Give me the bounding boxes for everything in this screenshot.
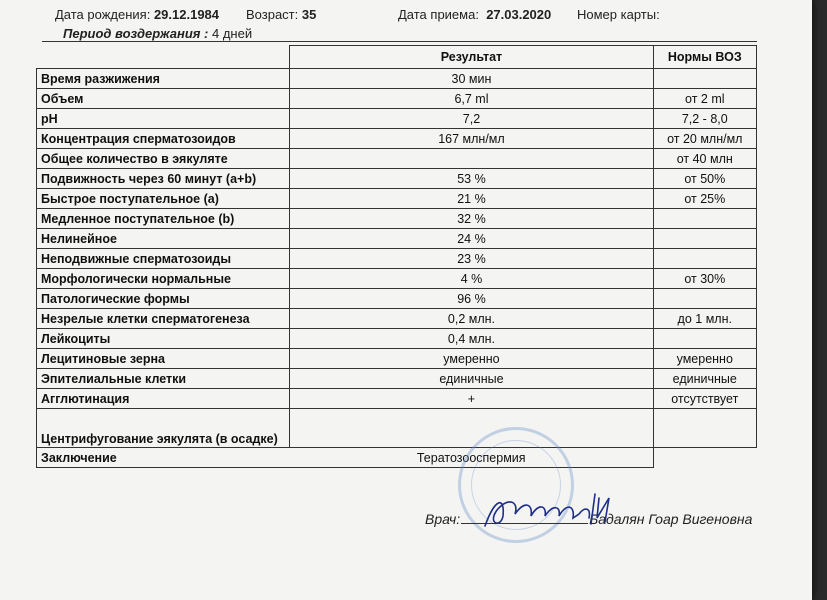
- visit-label: Дата приема:: [398, 7, 479, 22]
- visit-date-field: [398, 7, 551, 22]
- result-value: 21 %: [290, 189, 653, 209]
- norm-column-header: Нормы ВОЗ: [653, 46, 756, 69]
- result-value: 24 %: [290, 229, 653, 249]
- norm-value: до 1 млн.: [653, 309, 756, 329]
- parameter-name: Агглютинация: [37, 389, 290, 409]
- result-value: 32 %: [290, 209, 653, 229]
- conclusion-empty-cell: [653, 448, 756, 468]
- norm-value: [653, 249, 756, 269]
- norm-value: [653, 209, 756, 229]
- parameter-name: Концентрация сперматозоидов: [37, 129, 290, 149]
- parameter-name: Морфологически нормальные: [37, 269, 290, 289]
- parameter-name: Объем: [37, 89, 290, 109]
- parameter-name: Общее количество в эякуляте: [37, 149, 290, 169]
- doctor-label: Врач:: [425, 511, 461, 527]
- norm-value: от 30%: [653, 269, 756, 289]
- table-row: [37, 289, 757, 309]
- norm-value: [653, 69, 756, 89]
- table-row: [37, 209, 757, 229]
- norm-value: [653, 329, 756, 349]
- table-header-row: [37, 46, 757, 69]
- norm-value: от 20 млн/мл: [653, 129, 756, 149]
- norm-value: умеренно: [653, 349, 756, 369]
- result-value: [290, 409, 653, 448]
- conclusion-label: Заключение: [37, 448, 290, 468]
- result-value: 0,2 млн.: [290, 309, 653, 329]
- period-value: 4 дней: [212, 26, 253, 41]
- period-label: Период воздержания :: [63, 26, 209, 41]
- card-number-field: [577, 7, 660, 22]
- parameter-name: Лейкоциты: [37, 329, 290, 349]
- norm-value: единичные: [653, 369, 756, 389]
- conclusion-row: [37, 448, 757, 468]
- dob-field: [55, 7, 219, 22]
- header-divider: [42, 41, 757, 42]
- parameter-name: Патологические формы: [37, 289, 290, 309]
- card-label: Номер карты:: [577, 7, 660, 22]
- norm-value: [653, 229, 756, 249]
- table-row: [37, 249, 757, 269]
- norm-value: от 50%: [653, 169, 756, 189]
- parameter-name: Незрелые клетки сперматогенеза: [37, 309, 290, 329]
- norm-value: [653, 289, 756, 309]
- abstinence-period: [63, 26, 252, 41]
- table-row: [37, 309, 757, 329]
- result-value: 30 мин: [290, 69, 653, 89]
- norm-value: от 25%: [653, 189, 756, 209]
- conclusion-value: Тератозооспермия: [290, 448, 653, 468]
- table-row: [37, 89, 757, 109]
- result-value: 53 %: [290, 169, 653, 189]
- header-empty-cell: [37, 46, 290, 69]
- visit-value: 27.03.2020: [486, 7, 552, 22]
- age-value: 35: [301, 7, 317, 22]
- result-value: [290, 149, 653, 169]
- dob-value: 29.12.1984: [153, 7, 220, 22]
- result-value: +: [290, 389, 653, 409]
- dob-label: Дата рождения:: [55, 7, 151, 22]
- parameter-name: Нелинейное: [37, 229, 290, 249]
- table-row: [37, 269, 757, 289]
- handwritten-signature: [475, 488, 625, 533]
- table-row: [37, 189, 757, 209]
- age-field: [246, 7, 316, 22]
- table-row: [37, 349, 757, 369]
- parameter-name: Лецитиновые зерна: [37, 349, 290, 369]
- parameter-name: Быстрое поступательное (a): [37, 189, 290, 209]
- table-row: [37, 149, 757, 169]
- parameter-name: Время разжижения: [37, 69, 290, 89]
- doctor-name: Бадалян Гоар Вигеновна: [589, 511, 753, 527]
- parameter-name: Медленное поступательное (b): [37, 209, 290, 229]
- parameter-name: Эпителиальные клетки: [37, 369, 290, 389]
- result-value: 167 млн/мл: [290, 129, 653, 149]
- table-row: [37, 329, 757, 349]
- parameter-name: Неподвижные сперматозоиды: [37, 249, 290, 269]
- result-value: 7,2: [290, 109, 653, 129]
- table-row: [37, 169, 757, 189]
- table-row: [37, 129, 757, 149]
- table-row: [37, 229, 757, 249]
- norm-value: 7,2 - 8,0: [653, 109, 756, 129]
- parameter-name: pH: [37, 109, 290, 129]
- results-table: [36, 45, 757, 468]
- result-value: 96 %: [290, 289, 653, 309]
- parameter-name: Подвижность через 60 минут (a+b): [37, 169, 290, 189]
- table-row: [37, 409, 757, 448]
- result-value: единичные: [290, 369, 653, 389]
- parameter-name: Центрифугование эякулята (в осадке): [37, 409, 290, 448]
- age-label: Возраст:: [246, 7, 299, 22]
- result-value: 23 %: [290, 249, 653, 269]
- result-value: умеренно: [290, 349, 653, 369]
- table-row: [37, 389, 757, 409]
- norm-value: от 2 ml: [653, 89, 756, 109]
- table-row: [37, 109, 757, 129]
- result-value: 6,7 ml: [290, 89, 653, 109]
- table-row: [37, 69, 757, 89]
- result-value: 0,4 млн.: [290, 329, 653, 349]
- result-value: 4 %: [290, 269, 653, 289]
- norm-value: [653, 409, 756, 448]
- result-column-header: Результат: [290, 46, 653, 69]
- norm-value: отсутствует: [653, 389, 756, 409]
- norm-value: от 40 млн: [653, 149, 756, 169]
- table-row: [37, 369, 757, 389]
